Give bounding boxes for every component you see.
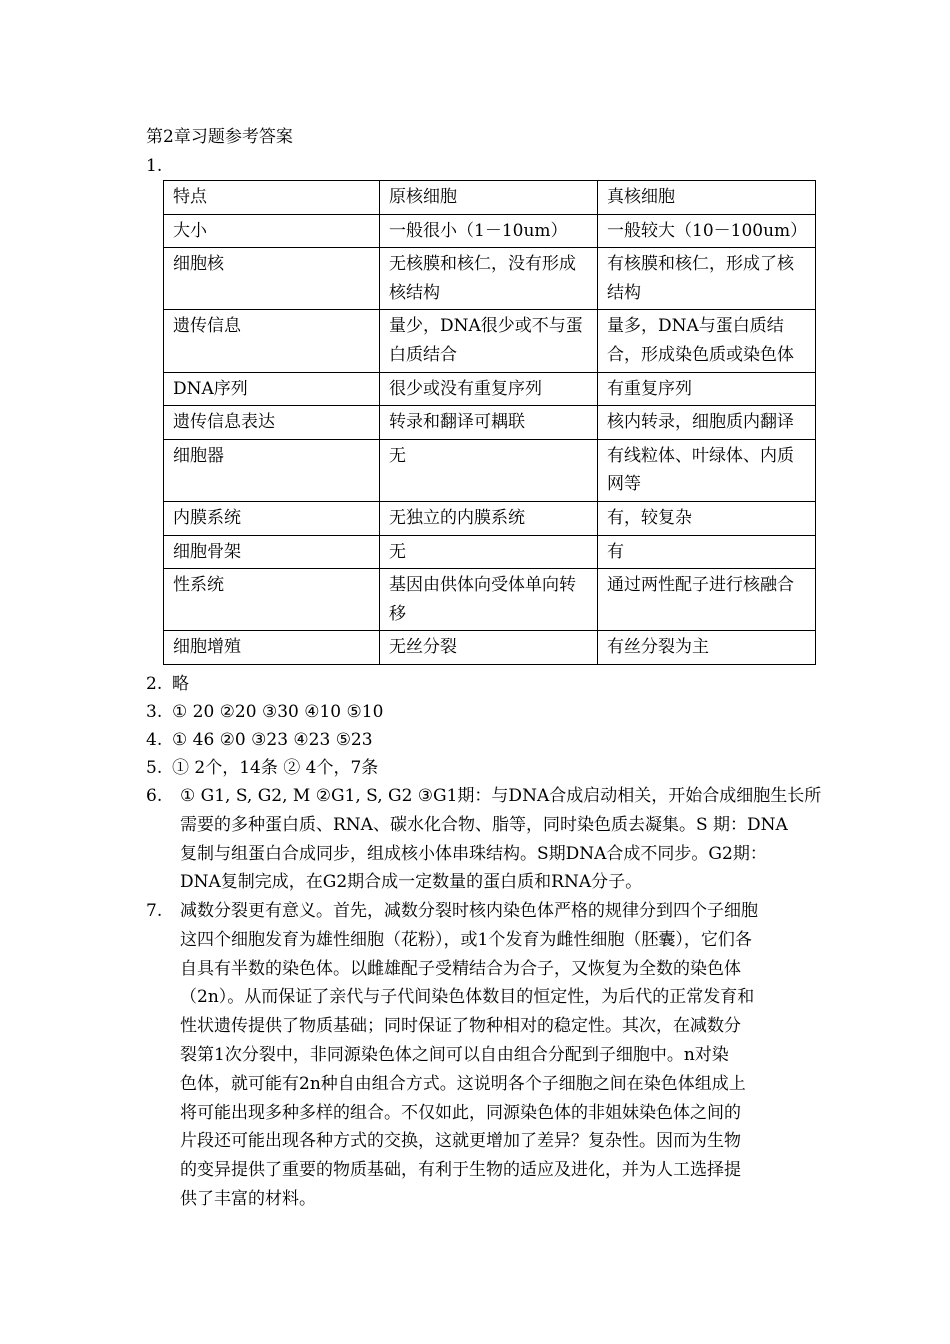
page-title: 第2章习题参考答案: [146, 127, 293, 147]
paragraph-line: 片段还可能出现各种方式的交换，这就更增加了差异？复杂性。因而为生物: [180, 1131, 741, 1152]
table-cell: 通过两性配子进行核融合: [598, 569, 816, 631]
table-cell: 大小: [164, 214, 380, 248]
paragraph-line: 的变异提供了重要的物质基础，有利于生物的适应及进化，并为人工选择提: [180, 1160, 741, 1181]
table-cell: 遗传信息: [164, 310, 380, 372]
answer-number: 4.: [146, 730, 163, 750]
table-row: [164, 569, 816, 631]
paragraph-line: ① G1, S, G2, M ②G1, S, G2 ③G1期：与DNA合成启动相关，开始合成细胞生长所: [180, 786, 822, 806]
table-cell: 很少或没有重复序列: [380, 372, 598, 406]
table-row: [164, 535, 816, 569]
paragraph-line: 供了丰富的材料。: [180, 1188, 316, 1209]
answer-6-body: [180, 782, 822, 897]
table-cell: 一般很小（1－10um）: [380, 214, 598, 248]
table-cell: 内膜系统: [164, 501, 380, 535]
answer-6: [146, 782, 822, 897]
header-cell: 真核细胞: [598, 181, 816, 215]
answer-number: 6.: [146, 786, 163, 806]
paragraph-line: （2n）。从而保证了亲代与子代间染色体数目的恒定性，为后代的正常发育和: [180, 987, 755, 1008]
table-cell: 无: [380, 439, 598, 501]
table-cell: 无: [380, 535, 598, 569]
table-cell: 有丝分裂为主: [598, 631, 816, 665]
table-row: [164, 214, 816, 248]
table-cell: 转录和翻译可耦联: [380, 406, 598, 440]
answer-text: ① 2个，14条 ② 4个，7条: [172, 758, 379, 778]
table-cell: 细胞增殖: [164, 631, 380, 665]
answer-7: [146, 897, 810, 1214]
paragraph-line: 裂第1次分裂中，非同源染色体之间可以自由组合分配到子细胞中。n对染: [180, 1044, 729, 1065]
answer-number: 2.: [146, 674, 163, 694]
table-row: [164, 501, 816, 535]
paragraph-line: 需要的多种蛋白质、RNA、碳水化合物、脂等，同时染色质去凝集。S 期：DNA: [180, 814, 788, 835]
table-cell: 量少，DNA很少或不与蛋白质结合: [380, 310, 598, 372]
table-cell: 细胞核: [164, 248, 380, 310]
table-cell: 有线粒体、叶绿体、内质网等: [598, 439, 816, 501]
answer-3: [146, 698, 383, 727]
answer-text: ① 20 ②20 ③30 ④10 ⑤10: [172, 702, 384, 722]
table-cell: 细胞器: [164, 439, 380, 501]
question-1-number: 1.: [146, 156, 163, 176]
table-cell: 基因由供体向受体单向转移: [380, 569, 598, 631]
answer-number: 7.: [146, 901, 163, 921]
paragraph-line: 性状遗传提供了物质基础；同时保证了物种相对的稳定性。其次，在减数分: [180, 1016, 741, 1037]
paragraph-line: 这四个细胞发育为雄性细胞（花粉），或1个发育为雌性细胞（胚囊），它们各: [180, 929, 752, 950]
table-cell: 有: [598, 535, 816, 569]
table-cell: 有重复序列: [598, 372, 816, 406]
paragraph-line: 复制与组蛋白合成同步，组成核小体串珠结构。S期DNA合成不同步。G2期：: [180, 843, 767, 864]
answer-text: ① 46 ②0 ③23 ④23 ⑤23: [172, 730, 373, 750]
table-row: [164, 310, 816, 372]
answer-7-body: [180, 897, 810, 1214]
comparison-table: [163, 180, 816, 665]
answer-4: [146, 726, 373, 755]
table-row: [164, 248, 816, 310]
table-cell: 遗传信息表达: [164, 406, 380, 440]
answer-5: [146, 754, 378, 783]
answer-number: 3.: [146, 702, 163, 722]
table-cell: 量多，DNA与蛋白质结合，形成染色质或染色体: [598, 310, 816, 372]
table-cell: DNA序列: [164, 372, 380, 406]
paragraph-line: 减数分裂更有意义。首先，减数分裂时核内染色体严格的规律分到四个子细胞: [180, 901, 758, 921]
answer-text: 略: [172, 674, 189, 694]
table-row: [164, 439, 816, 501]
answer-number: 5.: [146, 758, 163, 778]
header-cell: 特点: [164, 181, 380, 215]
table-row: [164, 372, 816, 406]
table-cell: 细胞骨架: [164, 535, 380, 569]
table-cell: 有，较复杂: [598, 501, 816, 535]
table-cell: 核内转录，细胞质内翻译: [598, 406, 816, 440]
table-cell: 一般较大（10－100um）: [598, 214, 816, 248]
table-cell: 无核膜和核仁，没有形成核结构: [380, 248, 598, 310]
table-header-row: [164, 181, 816, 215]
table-cell: 有核膜和核仁，形成了核结构: [598, 248, 816, 310]
table-cell: 性系统: [164, 569, 380, 631]
answer-2: [146, 670, 189, 699]
table-cell: 无独立的内膜系统: [380, 501, 598, 535]
header-cell: 原核细胞: [380, 181, 598, 215]
paragraph-line: DNA复制完成，在G2期合成一定数量的蛋白质和RNA分子。: [180, 872, 643, 893]
table-cell: 无丝分裂: [380, 631, 598, 665]
table-row: [164, 631, 816, 665]
paragraph-line: 自具有半数的染色体。以雌雄配子受精结合为合子，又恢复为全数的染色体: [180, 958, 741, 979]
paragraph-line: 将可能出现多种多样的组合。不仅如此，同源染色体的非姐妹染色体之间的: [180, 1102, 741, 1123]
table-row: [164, 406, 816, 440]
paragraph-line: 色体，就可能有2n种自由组合方式。这说明各个子细胞之间在染色体组成上: [180, 1073, 746, 1094]
